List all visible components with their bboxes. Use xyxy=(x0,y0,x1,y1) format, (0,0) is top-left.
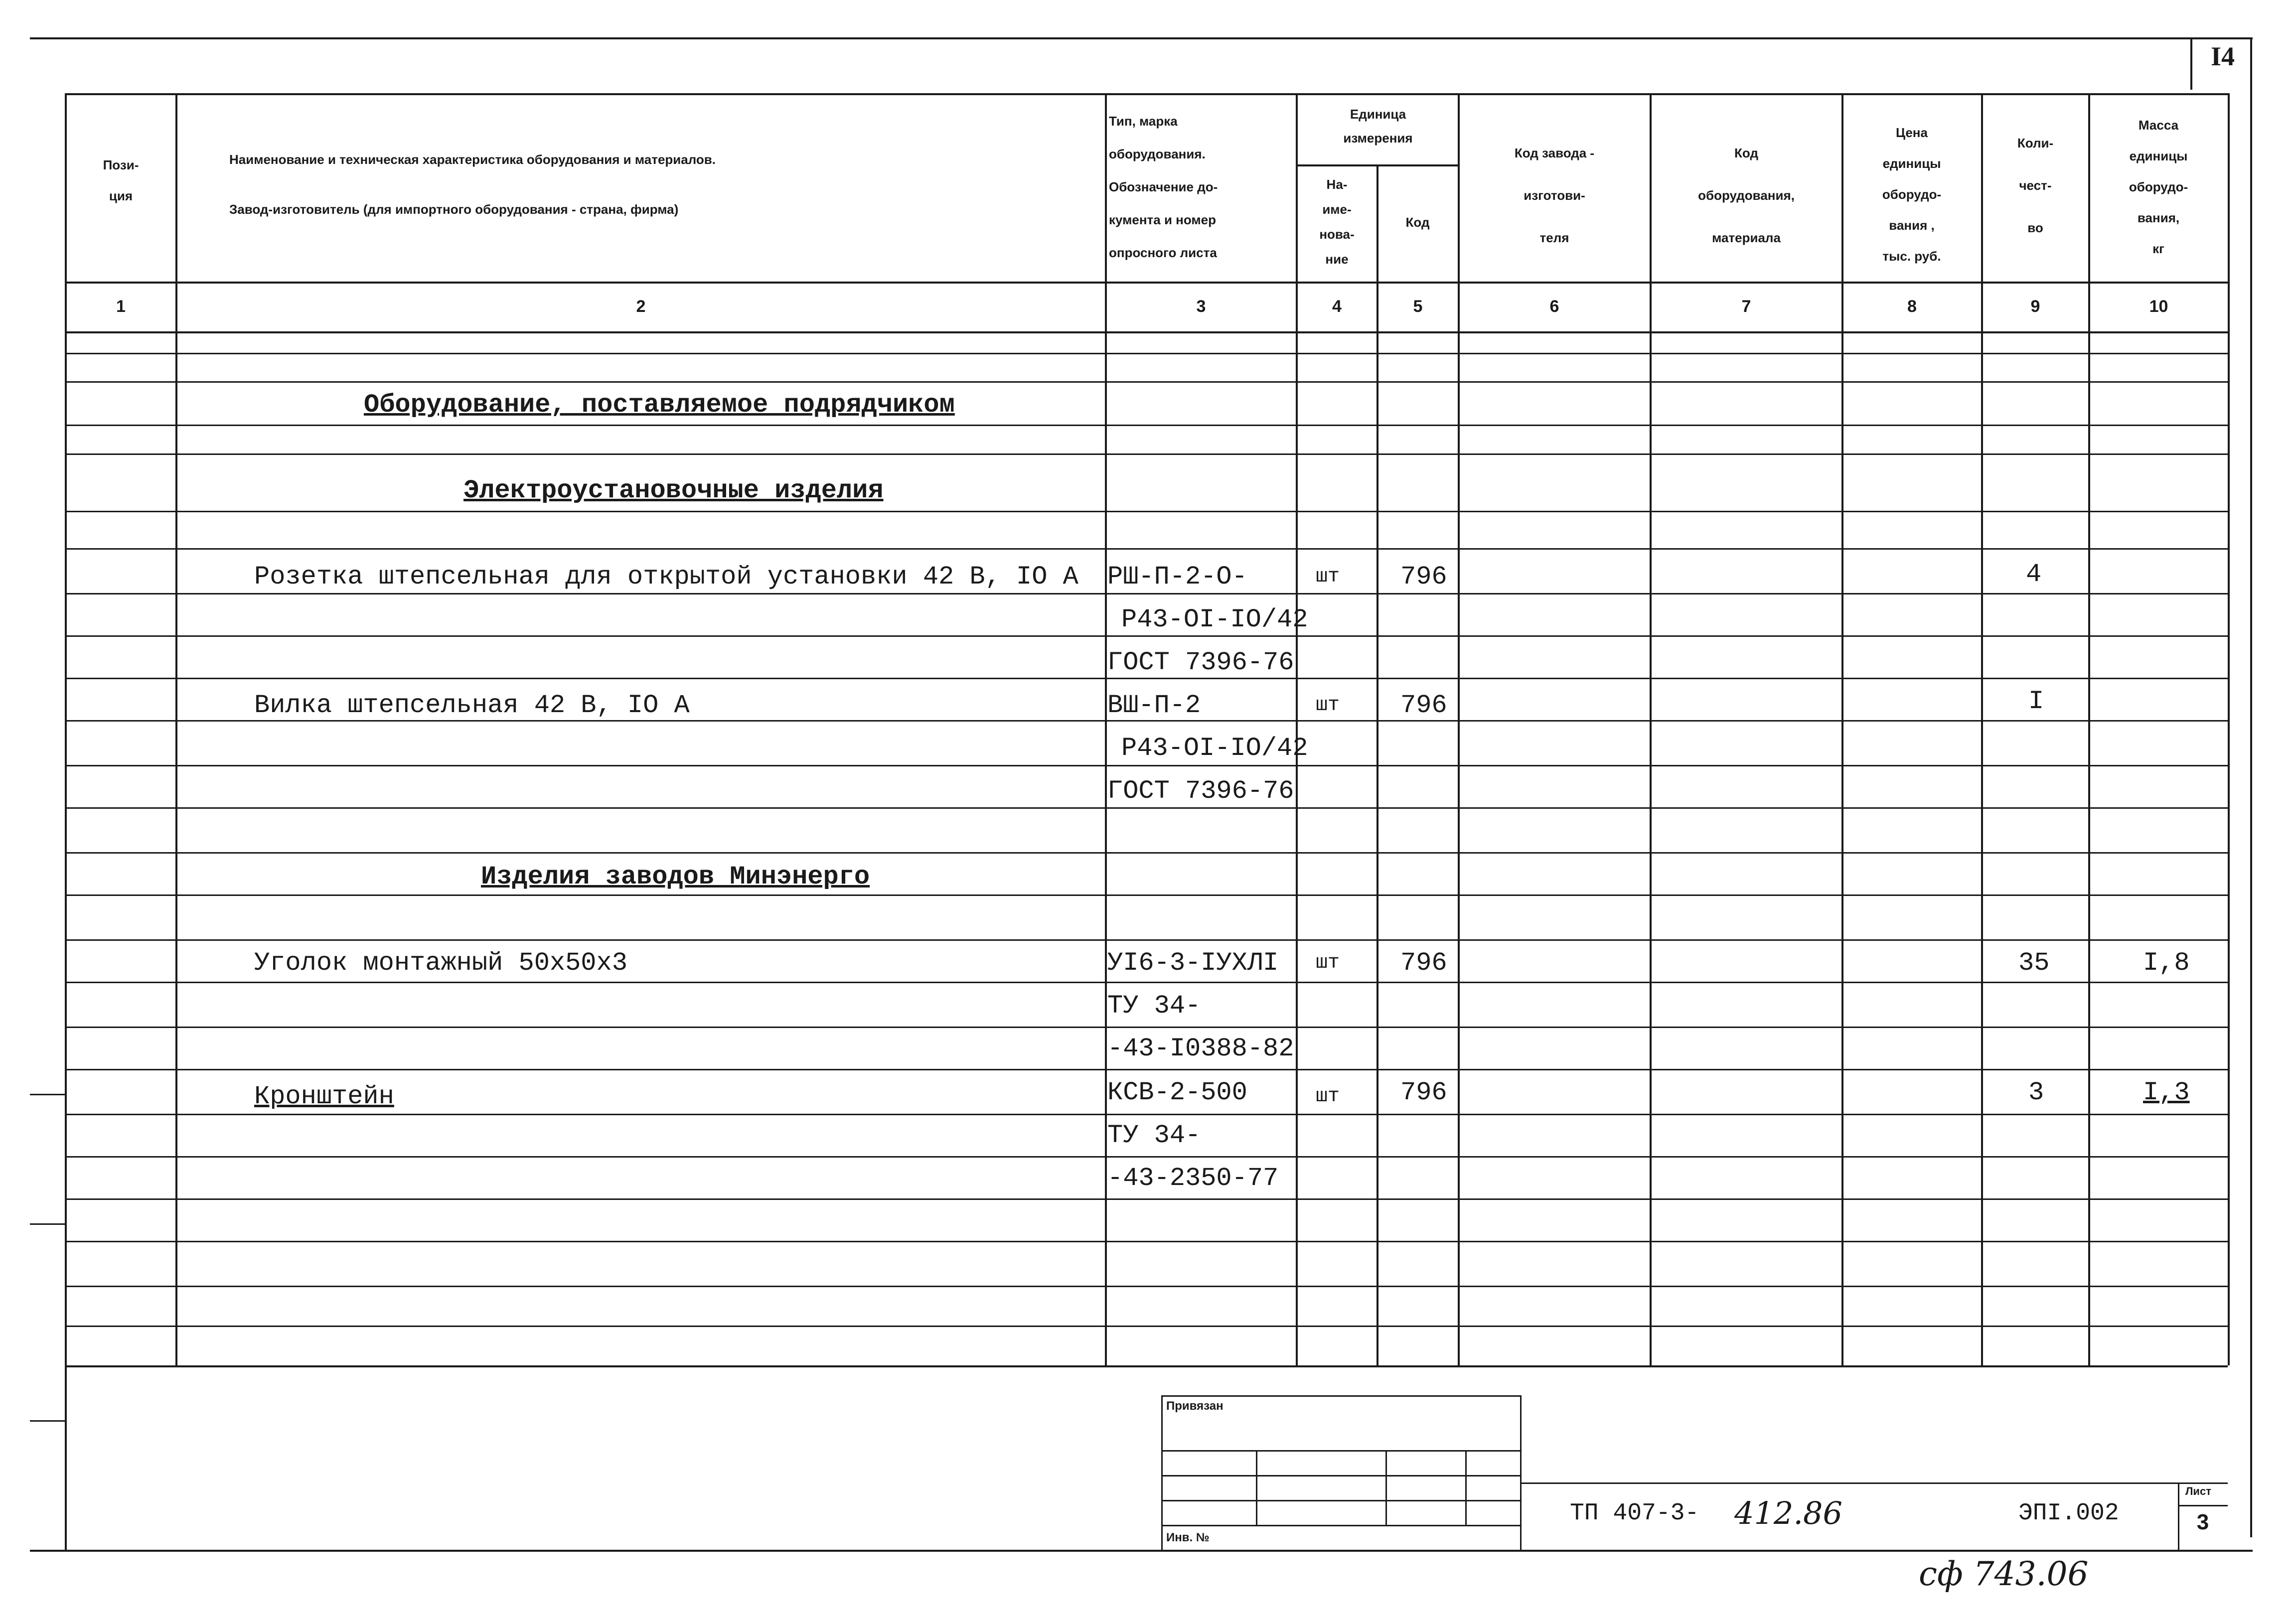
item-plug-qty: I xyxy=(2028,687,2044,716)
corner-box-left xyxy=(2190,37,2192,90)
item-plug-unit: шт xyxy=(1316,694,1340,717)
body-row-line xyxy=(65,894,2228,896)
header-name: Наименование и техническая характеристика оборудования и материалов. Завод-изготовитель (для импортного оборудования - страна, фирма) xyxy=(229,152,716,217)
column-number-7: 7 xyxy=(1741,297,1751,316)
header-equipment-code: Код оборудования, материала xyxy=(1698,146,1795,245)
column-number-9: 9 xyxy=(2030,297,2040,316)
column-number-5: 5 xyxy=(1413,297,1423,316)
header-quantity: Коли- чест- во xyxy=(2017,136,2054,235)
item-angle-unit: шт xyxy=(1316,952,1340,974)
list-box-label-line xyxy=(2178,1505,2228,1506)
header-bottom xyxy=(65,282,2228,284)
stamp-row-4 xyxy=(1161,1525,1520,1526)
header-unit-group: Единица измерения xyxy=(1343,107,1413,146)
item-socket-unit: шт xyxy=(1316,566,1340,588)
header-type: Тип, марка оборудования. Обозначение до- кумента и номер опросного листа xyxy=(1109,114,1218,260)
sheet-corner-number: I4 xyxy=(2210,41,2235,71)
doc-block-top xyxy=(1520,1482,2228,1484)
list-box-top xyxy=(2178,1482,2228,1484)
item-angle-code: 796 xyxy=(1400,948,1447,978)
item-plug-type-2: Р43-ОI-IO/42 xyxy=(1121,734,1308,763)
handwritten-archive-note: сф 743.06 xyxy=(1919,1555,2089,1593)
body-row-line xyxy=(65,1241,2228,1242)
item-socket-type-2: Р43-ОI-IO/42 xyxy=(1121,605,1308,634)
item-plug-name: Вилка штепсельная 42 В, IO А xyxy=(254,691,690,720)
item-plug-type-1: ВШ-П-2 xyxy=(1107,691,1201,720)
column-number-6: 6 xyxy=(1549,297,1559,316)
edge-tick-2 xyxy=(30,1223,65,1225)
item-socket-qty: 4 xyxy=(2026,560,2042,589)
column-number-10: 10 xyxy=(2149,297,2168,316)
section-contractor-equipment: Оборудование, поставляемое подрядчиком xyxy=(364,390,955,420)
edge-tick-1 xyxy=(30,1094,65,1095)
col-line-0 xyxy=(65,93,67,1551)
top-border xyxy=(30,37,2253,39)
list-label: Лист xyxy=(2185,1485,2211,1497)
body-row-line xyxy=(65,852,2228,854)
column-number-3: 3 xyxy=(1196,297,1206,316)
stamp-div-2 xyxy=(1385,1450,1387,1525)
body-row-line xyxy=(65,453,2228,455)
header-mass: Масса единицы оборудо- вания, кг xyxy=(2129,118,2188,256)
table-bottom xyxy=(65,1365,2228,1367)
item-socket-type-1: РШ-П-2-О- xyxy=(1107,562,1247,591)
item-angle-name: Уголок монтажный 50х50х3 xyxy=(254,948,627,978)
column-number-8: 8 xyxy=(1907,297,1917,316)
section-minenergo-products: Изделия заводов Минэнерго xyxy=(481,862,870,891)
item-socket-name: Розетка штепсельная для открытой установки 42 В, IO А xyxy=(254,562,1078,591)
corner-box-right xyxy=(2250,37,2252,1537)
item-socket-code: 796 xyxy=(1400,562,1447,591)
item-bracket-unit: шт xyxy=(1316,1085,1340,1108)
body-row-line xyxy=(65,548,2228,550)
item-socket-type-3: ГОСТ 7396-76 xyxy=(1107,648,1294,677)
doc-code-handwritten: 412.86 xyxy=(1734,1495,1842,1531)
col-line-10 xyxy=(2228,93,2230,1365)
body-row-line xyxy=(65,1326,2228,1327)
item-bracket-type-2: ТУ 34- xyxy=(1107,1121,1201,1150)
item-angle-qty: 35 xyxy=(2018,948,2050,978)
stamp-div-3 xyxy=(1465,1450,1467,1525)
item-angle-type-1: УI6-3-IУХЛI xyxy=(1107,948,1279,978)
item-bracket-mass: I,3 xyxy=(2143,1078,2190,1107)
stamp-top xyxy=(1161,1395,1520,1397)
item-angle-mass: I,8 xyxy=(2143,948,2190,978)
body-row-line xyxy=(65,511,2228,512)
item-plug-type-3: ГОСТ 7396-76 xyxy=(1107,776,1294,806)
item-bracket-type-3: -43-2350-77 xyxy=(1107,1164,1279,1193)
list-number: 3 xyxy=(2196,1510,2209,1534)
body-row-line xyxy=(65,939,2228,941)
sheet-code: ЭПI.002 xyxy=(2018,1500,2119,1527)
item-bracket-qty: 3 xyxy=(2028,1078,2044,1107)
stamp-left xyxy=(1161,1395,1163,1550)
table-top xyxy=(65,93,2228,95)
stamp-div-1 xyxy=(1256,1450,1257,1525)
header-unit-name: На- име- нова- ние xyxy=(1319,177,1355,267)
frame-bottom xyxy=(30,1550,2253,1552)
doc-code-printed: ТП 407-3- xyxy=(1570,1500,1699,1527)
stamp-right xyxy=(1520,1395,1522,1550)
item-bracket-name: Кронштейн xyxy=(254,1082,394,1111)
stamp-inv-no-label: Инв. № xyxy=(1166,1531,1210,1544)
item-angle-type-2: ТУ 34- xyxy=(1107,991,1201,1021)
item-angle-type-3: -43-I0388-82 xyxy=(1107,1034,1294,1063)
header-unit-code: Код xyxy=(1405,215,1430,230)
column-number-2: 2 xyxy=(636,297,646,316)
item-bracket-code: 796 xyxy=(1400,1078,1447,1107)
header-factory-code: Код завода - изготови- теля xyxy=(1514,146,1595,245)
stamp-privyazan-label: Привязан xyxy=(1166,1399,1224,1413)
body-row-line xyxy=(65,1286,2228,1287)
header-position: Пози- ция xyxy=(103,157,139,203)
edge-tick-3 xyxy=(30,1420,65,1422)
numbers-bottom xyxy=(65,331,2228,333)
item-bracket-type-1: КСВ-2-500 xyxy=(1107,1078,1247,1107)
item-plug-code: 796 xyxy=(1400,691,1447,720)
column-number-4: 4 xyxy=(1332,297,1342,316)
unit-group-divider xyxy=(1296,164,1458,166)
header-price: Цена единицы оборудо- вания , тыс. руб. xyxy=(1882,125,1942,264)
body-row-line xyxy=(65,353,2228,354)
body-row-line xyxy=(65,381,2228,383)
section-electrical-products: Электроустановочные изделия xyxy=(463,476,884,505)
column-number-1: 1 xyxy=(116,297,126,316)
